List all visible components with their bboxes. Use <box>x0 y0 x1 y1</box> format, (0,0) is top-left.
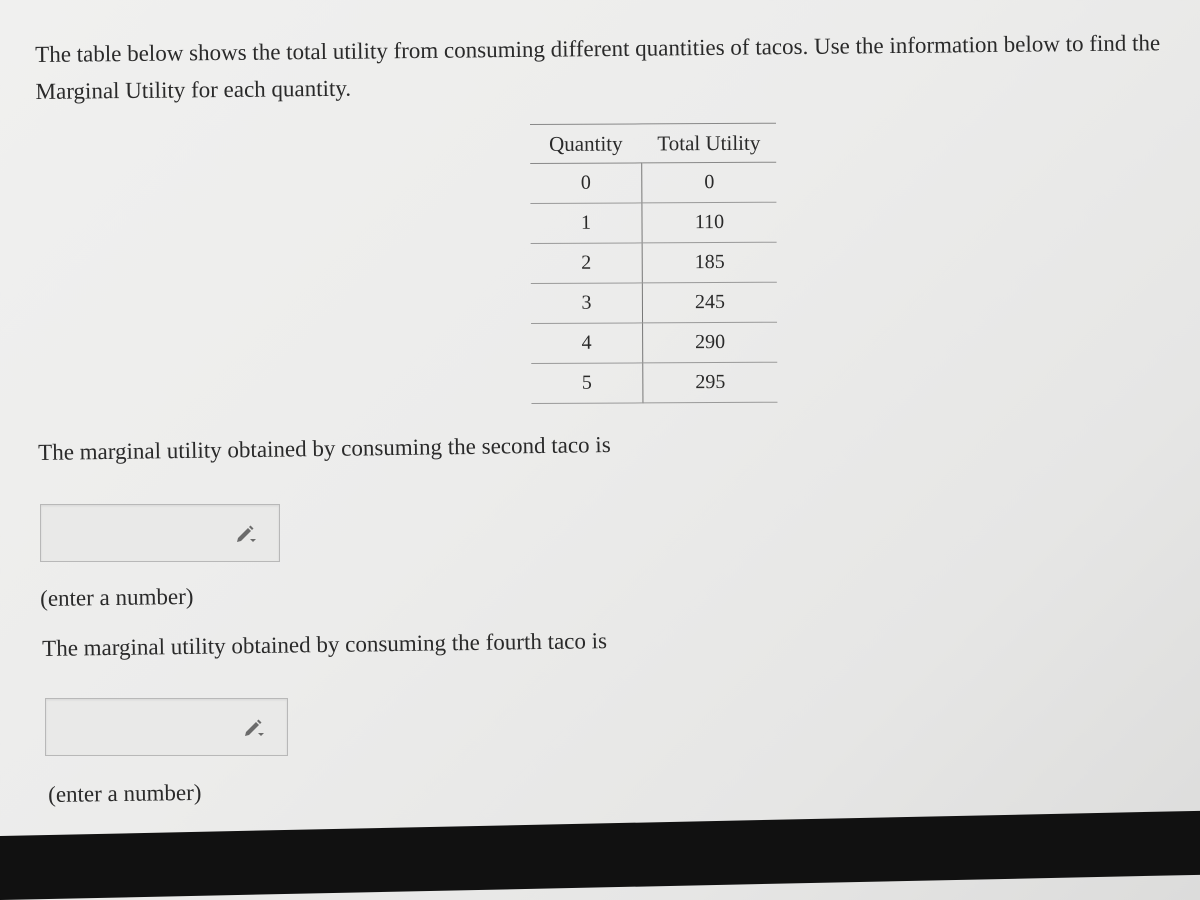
question-1-prompt: The marginal utility obtained by consuming the second taco is <box>38 432 611 465</box>
cell-quantity: 1 <box>530 203 642 244</box>
cell-total-utility: 245 <box>642 282 777 323</box>
cell-total-utility: 0 <box>642 162 777 203</box>
cell-total-utility: 185 <box>642 242 777 283</box>
table-row <box>531 282 777 323</box>
cell-quantity: 5 <box>531 363 643 404</box>
cell-quantity: 4 <box>531 323 643 364</box>
question-2-prompt: The marginal utility obtained by consuming the fourth taco is <box>42 628 608 661</box>
answer-box-1[interactable] <box>40 504 280 562</box>
table-row <box>530 162 776 203</box>
cell-total-utility: 110 <box>642 202 777 243</box>
table-row <box>531 362 777 403</box>
table-header-row <box>530 123 776 163</box>
table-row <box>531 322 777 363</box>
question-1-hint: (enter a number) <box>40 583 194 611</box>
cell-total-utility: 290 <box>643 322 778 363</box>
cell-quantity: 3 <box>531 283 643 324</box>
cell-total-utility: 295 <box>643 362 778 403</box>
intro-text: The table below shows the total utility from consuming different quantities of tacos. Use the information below to find the Marginal Utility for each quantity. <box>35 30 1161 104</box>
question-2-hint: (enter a number) <box>48 779 202 807</box>
header-total-utility: Total Utility <box>657 130 761 155</box>
answer-box-2[interactable] <box>45 698 288 756</box>
cell-quantity: 2 <box>531 243 643 284</box>
header-quantity: Quantity <box>549 131 623 156</box>
table-row <box>531 242 777 283</box>
pencil-icon[interactable] <box>243 717 265 737</box>
pencil-icon[interactable] <box>235 523 257 543</box>
utility-table <box>530 123 777 404</box>
table-row <box>530 202 776 243</box>
cell-quantity: 0 <box>530 163 642 204</box>
